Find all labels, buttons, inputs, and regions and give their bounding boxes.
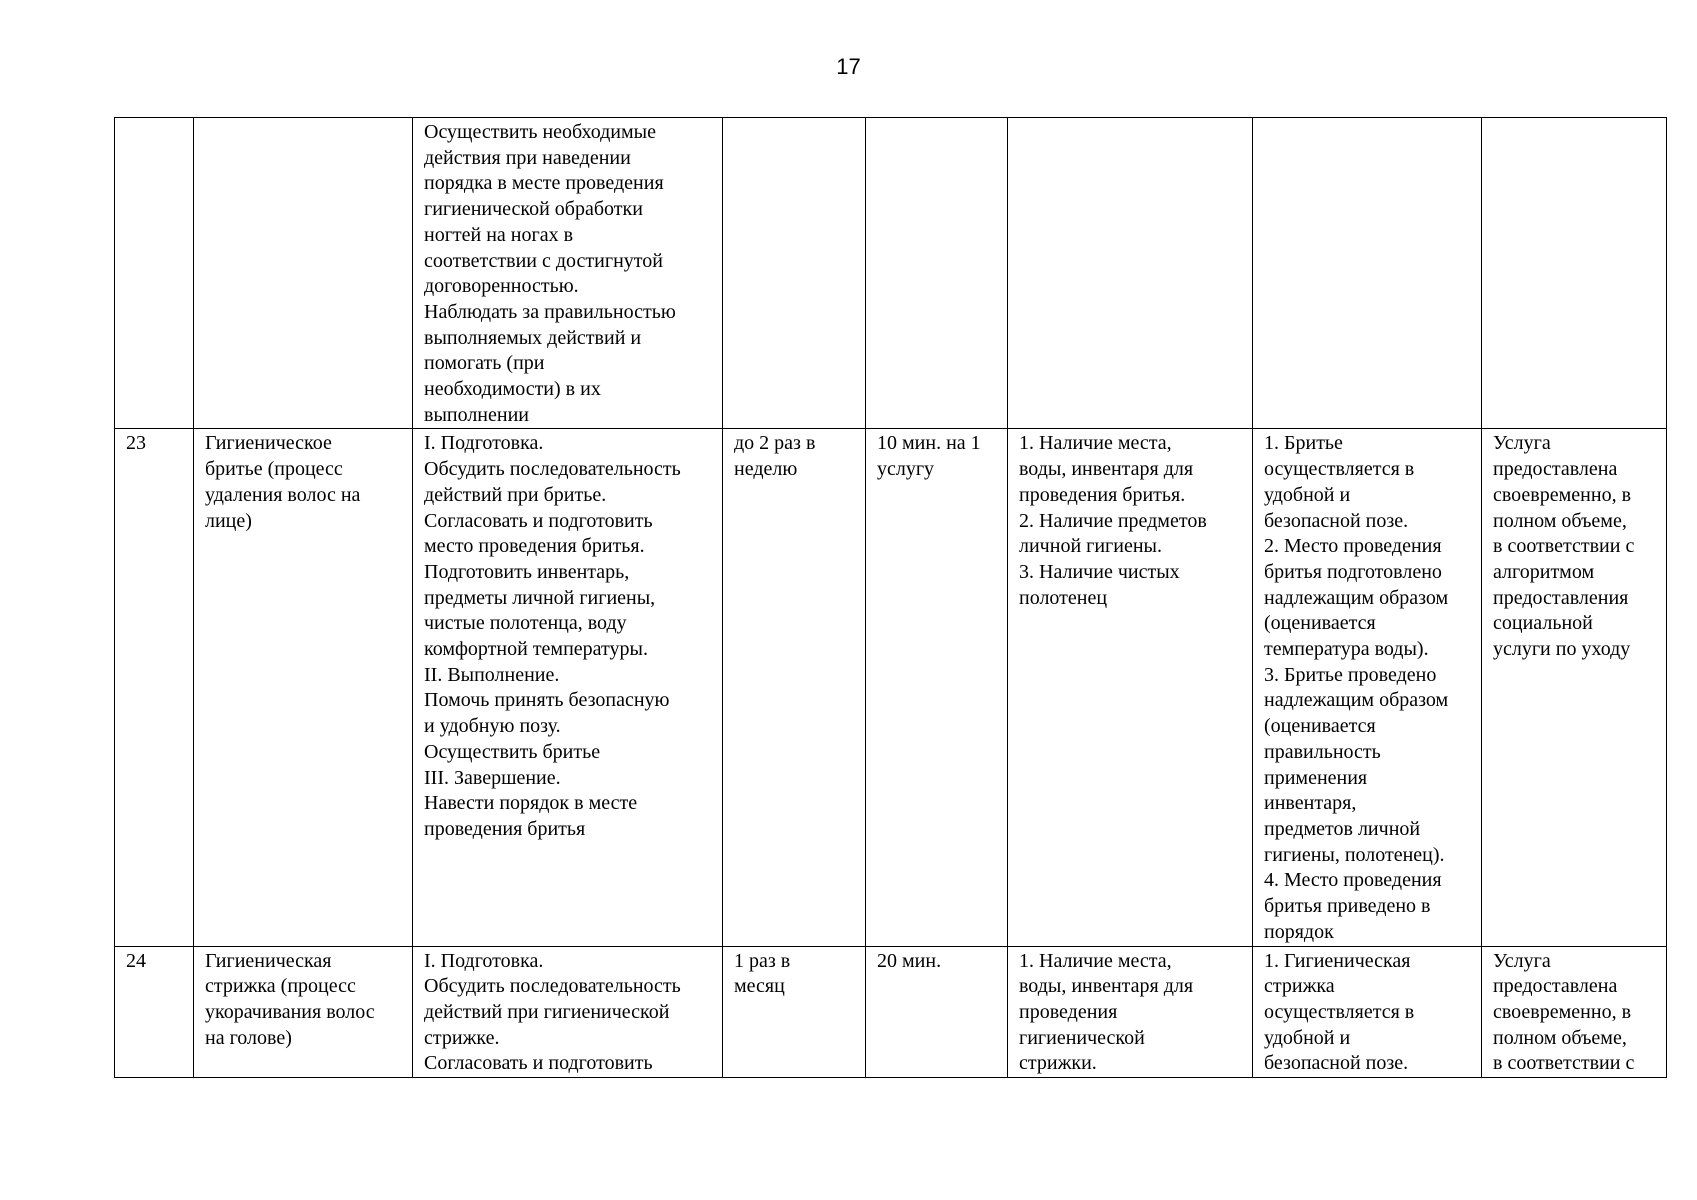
cell-result (1482, 118, 1667, 429)
cell-quality: 1. Бритье осуществляется в удобной и безопасной позе. 2. Место проведения бритья подготовлено надлежащим образом (оценивается температура воды). 3. Бритье проведено надлежащим образом (оценивается правильность применения инвентаря, предметов личной гигиены, полотенец). 4. Место проведения бритья приведено в порядок (1253, 429, 1482, 946)
cell-duration: 10 мин. на 1 услугу (866, 429, 1008, 946)
cell-actions: I. Подготовка. Обсудить последовательность действий при бритье. Согласовать и подготовить место проведения бритья. Подготовить инвентарь, предметы личной гигиены, чистые полотенца, воду комфортной температуры. II. Выполнение. Помочь принять безопасную и удобную позу. Осуществить бритье III. Завершение. Навести порядок в месте проведения бритья (413, 429, 723, 946)
table-row (115, 429, 1667, 946)
cell-duration (866, 118, 1008, 429)
cell-actions: I. Подготовка. Обсудить последовательность действий при гигиенической стрижке. Согласовать и подготовить (413, 946, 723, 1078)
cell-num: 24 (115, 946, 194, 1078)
cell-result: Услуга предоставлена своевременно, в полном объеме, в соответствии с алгоритмом предоставления социальной услуги по уходу (1482, 429, 1667, 946)
cell-name (194, 118, 413, 429)
table-row (115, 118, 1667, 429)
cell-duration: 20 мин. (866, 946, 1008, 1078)
cell-frequency (723, 118, 866, 429)
cell-conditions: 1. Наличие места, воды, инвентаря для проведения гигиенической стрижки. (1008, 946, 1253, 1078)
cell-conditions (1008, 118, 1253, 429)
cell-result: Услуга предоставлена своевременно, в полном объеме, в соответствии с (1482, 946, 1667, 1078)
page-number: 17 (836, 54, 861, 79)
cell-name: Гигиеническая стрижка (процесс укорачивания волос на голове) (194, 946, 413, 1078)
cell-conditions: 1. Наличие места, воды, инвентаря для проведения бритья. 2. Наличие предметов личной гигиены. 3. Наличие чистых полотенец (1008, 429, 1253, 946)
cell-frequency: до 2 раз в неделю (723, 429, 866, 946)
table-row (115, 946, 1667, 1078)
cell-name: Гигиеническое бритье (процесс удаления волос на лице) (194, 429, 413, 946)
cell-num: 23 (115, 429, 194, 946)
cell-quality (1253, 118, 1482, 429)
cell-actions: Осуществить необходимые действия при наведении порядка в месте проведения гигиенической обработки ногтей на ногах в соответствии с достигнутой договоренностью. Наблюдать за правильностью выполняемых действий и помогать (при необходимости) в их выполнении (413, 118, 723, 429)
services-table (114, 117, 1667, 1078)
cell-frequency: 1 раз в месяц (723, 946, 866, 1078)
cell-num (115, 118, 194, 429)
cell-quality: 1. Гигиеническая стрижка осуществляется в удобной и безопасной позе. (1253, 946, 1482, 1078)
